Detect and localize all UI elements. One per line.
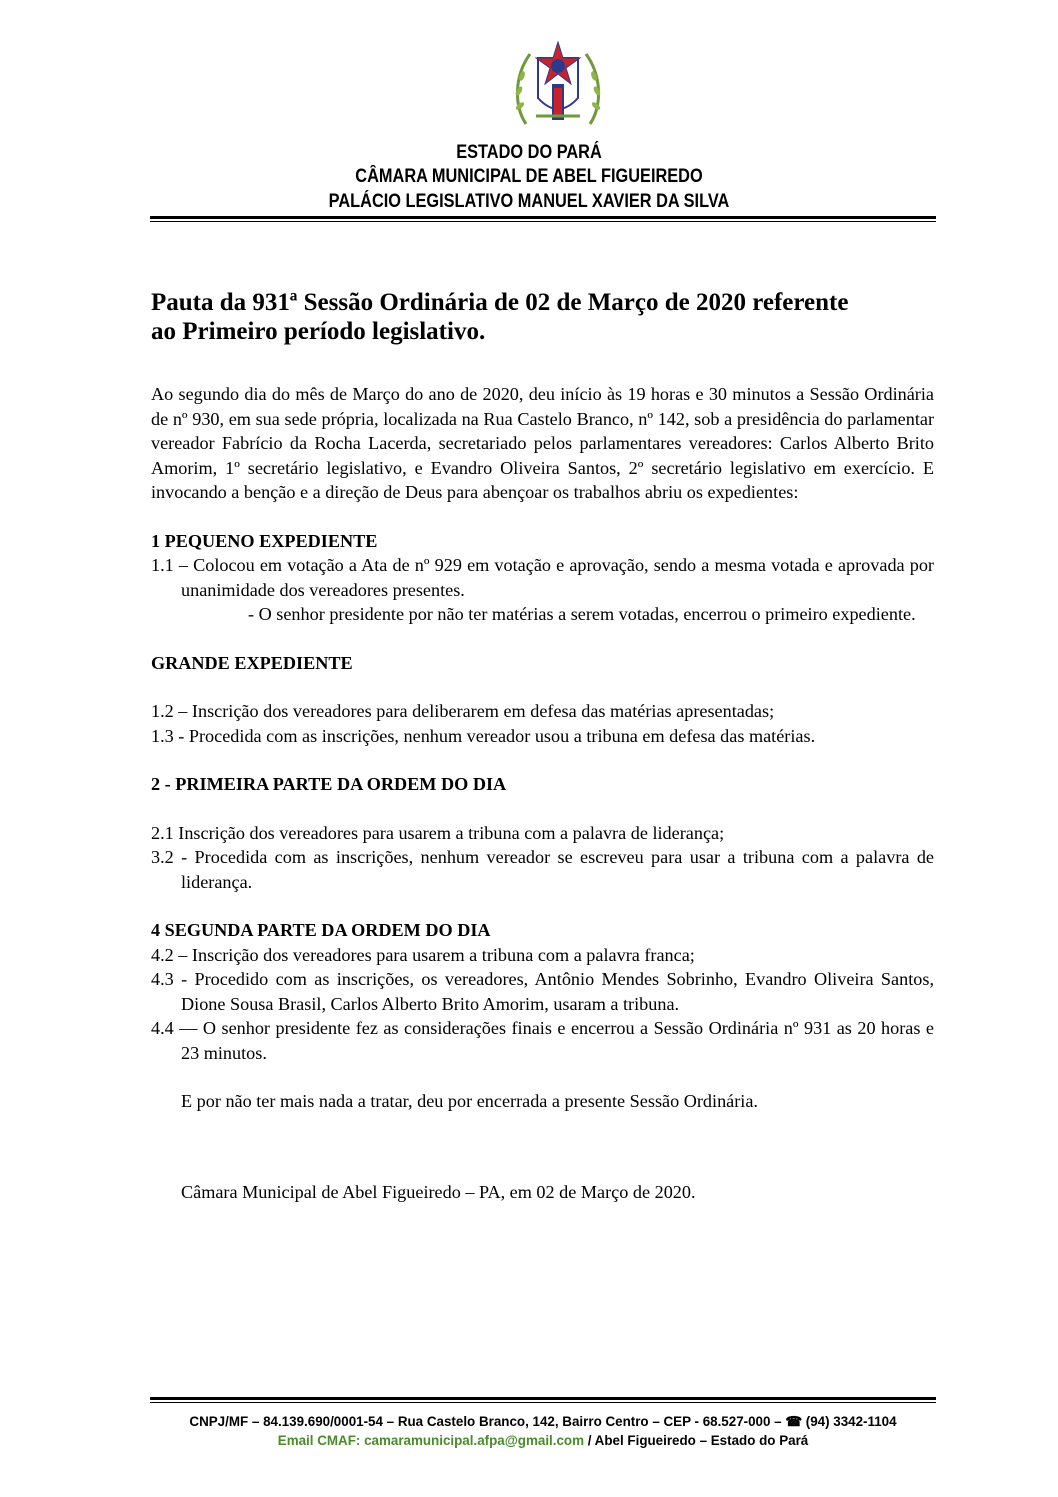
- header-state: ESTADO DO PARÁ: [456, 142, 602, 163]
- title-line-2: ao Primeiro período legislativo.: [151, 318, 486, 345]
- section-primeira-parte: 2 - PRIMEIRA PARTE DA ORDEM DO DIA: [151, 774, 507, 794]
- list-item: 1.2 – Inscrição dos vereadores para deliberarem em defesa das matérias apresentadas;: [151, 701, 775, 721]
- document-title: [151, 288, 941, 346]
- footer-email-line: [150, 1432, 936, 1450]
- footer-divider: [150, 1397, 936, 1400]
- footer-divider-thin: [150, 1402, 936, 1403]
- header-divider: [150, 216, 936, 219]
- header-divider-thin: [150, 221, 936, 222]
- list-item: 1.1 – Colocou em votação a Ata de nº 929 em votação e aprovação, sendo a mesma votada e aprovada por unanimidade dos vereadores presentes.: [151, 555, 934, 600]
- document-body: [151, 382, 934, 1204]
- header-chamber: CÂMARA MUNICIPAL DE ABEL FIGUEIREDO: [355, 166, 703, 187]
- intro-paragraph: Ao segundo dia do mês de Março do ano de 2020, deu início às 19 horas e 30 minutos a Sessão Ordinária de nº 930, em sua sede própria, localizada na Rua Castelo Branco, nº 142, sob a presidência do parlamentar vereador Fabrício da Rocha Lacerda, secretariado pelos parlamentares vereadores: Carlos Alberto Brito Amorim, 1º secretário legislativo, e Evandro Oliveira Santos, 2º secretário legislativo em exercício. E invocando a benção e a direção de Deus para abençoar os trabalhos abriu os expedientes:: [151, 384, 934, 502]
- list-item: 3.2 - Procedida com as inscrições, nenhum vereador se escreveu para usar a tribuna com a palavra de liderança.: [151, 847, 934, 892]
- section-pequeno-expediente: 1 PEQUENO EXPEDIENTE: [151, 530, 378, 551]
- footer-location: / Abel Figueiredo – Estado do Pará: [584, 1433, 809, 1448]
- header-palace: PALÁCIO LEGISLATIVO MANUEL XAVIER DA SILVA: [328, 191, 730, 212]
- list-item: 1.3 - Procedida com as inscrições, nenhum vereador usou a tribuna em defesa das matérias.: [151, 725, 816, 746]
- section-grande-expediente: GRANDE EXPEDIENTE: [151, 652, 353, 673]
- closing-statement: E por não ter mais nada a tratar, deu por encerrada a presente Sessão Ordinária.: [181, 1091, 758, 1111]
- list-item: 4.2 – Inscrição dos vereadores para usarem a tribuna com a palavra franca;: [151, 944, 695, 965]
- section-segunda-parte: 4 SEGUNDA PARTE DA ORDEM DO DIA: [151, 920, 491, 940]
- place-and-date: Câmara Municipal de Abel Figueiredo – PA, em 02 de Março de 2020.: [181, 1181, 696, 1202]
- list-item: 4.4 — O senhor presidente fez as considerações finais e encerrou a Sessão Ordinária nº 931 as 20 horas e 23 minutos.: [151, 1018, 934, 1063]
- municipal-crest-icon: [508, 36, 608, 136]
- footer-contact: CNPJ/MF – 84.139.690/0001-54 – Rua Castelo Branco, 142, Bairro Centro – CEP - 68.527-000 – ☎ (94) 3342-1104: [189, 1414, 897, 1429]
- list-item: 4.3 - Procedido com as inscrições, os vereadores, Antônio Mendes Sobrinho, Evandro Oliveira Santos, Dione Sousa Brasil, Carlos Alberto Brito Amorim, usaram a tribuna.: [151, 969, 934, 1014]
- title-line-1: Pauta da 931ª Sessão Ordinária de 02 de Março de 2020 referente: [151, 289, 849, 316]
- list-item: 2.1 Inscrição dos vereadores para usarem a tribuna com a palavra de liderança;: [151, 822, 725, 843]
- footer-email: Email CMAF: camaramunicipal.afpa@gmail.com: [277, 1433, 585, 1448]
- list-item: - O senhor presidente por não ter matérias a serem votadas, encerrou o primeiro expediente.: [248, 604, 916, 624]
